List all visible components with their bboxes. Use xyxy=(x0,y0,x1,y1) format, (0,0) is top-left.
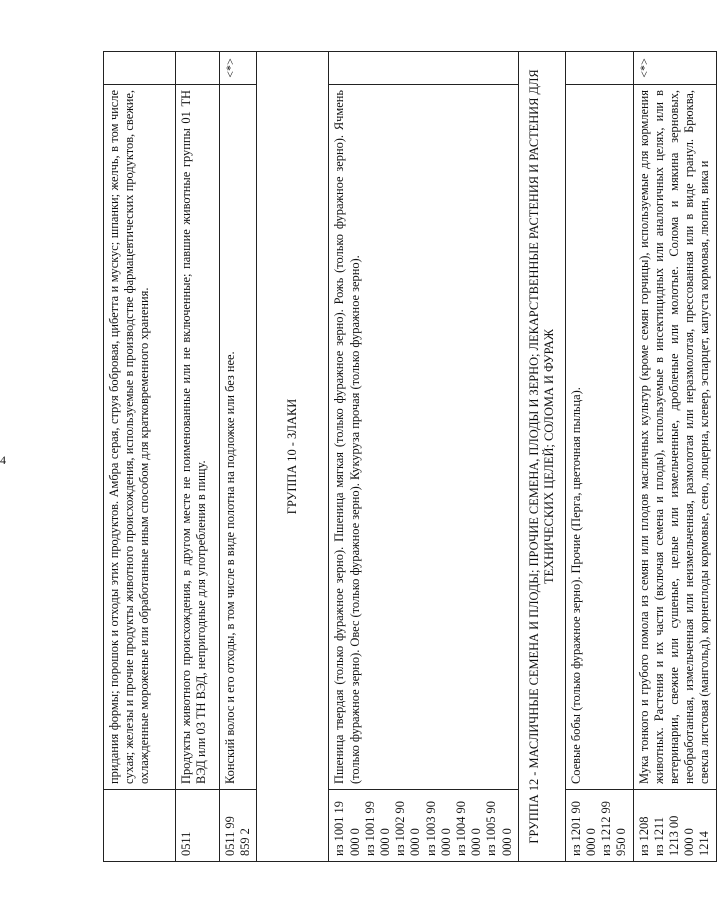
table-row xyxy=(329,52,518,862)
group-12-heading: ГРУППА 12 - МАСЛИЧНЫЕ СЕМЕНА И ПЛОДЫ; ПРОЧИЕ СЕМЕНА, ПЛОДЫ И ЗЕРНО; ЛЕКАРСТВЕННЫЕ РАСТЕНИЯ И РАСТЕНИЯ ДЛЯ ТЕХНИЧЕСКИХ ЦЕЛЕЙ; СОЛОМА И ФУРАЖ xyxy=(518,52,565,862)
rotated-page-content xyxy=(103,52,712,862)
description-cell: придания формы; порошок и отходы этих продуктов. Амбра серая, струя бобровая, цибетта и мускус; шпанки; желчь, в том числе сухая; железы и прочие продукты животного происхождения, используемые в производстве фармацевтических продуктов, свежие, охлажденные мороженые или обработанные иным способом для кратковременного хранения. xyxy=(104,85,176,790)
tnved-code-cell: из 1001 19 000 0 из 1001 99 000 0 из 1002 90 000 0 из 1003 90 000 0 из 1004 90 000 0 из 1005 90 000 0 xyxy=(329,790,518,862)
description-cell: Продукты животного происхождения, в другом месте не поименованные или не включенные; павшие животные группы 01 ТН ВЭД или 03 ТН ВЭД, непригодные для употребления в пищу. xyxy=(176,85,220,790)
group-heading-row xyxy=(518,52,565,862)
tnved-code-cell xyxy=(104,790,176,862)
note-cell: <*> xyxy=(220,52,257,85)
note-cell: <*> xyxy=(633,52,716,85)
description-cell: Пшеница твердая (только фуражное зерно). Пшеница мягкая (только фуражное зерно). Рожь (только фуражное зерно). Ячмень (только фуражное зерно). Овес (только фуражное зерно). Кукуруза прочая (только фуражное зерно). xyxy=(329,85,518,790)
table-row xyxy=(104,52,176,862)
table-row xyxy=(565,52,633,862)
tnved-code-cell: из 1201 90 000 0 из 1212 99 950 0 xyxy=(565,790,633,862)
table-row xyxy=(220,52,257,862)
group-heading-row xyxy=(257,52,329,862)
note-cell xyxy=(176,52,220,85)
goods-table xyxy=(103,51,717,862)
tnved-code-cell: 0511 99 859 2 xyxy=(220,790,257,862)
page-number: 4 xyxy=(0,453,6,467)
note-cell xyxy=(565,52,633,85)
note-cell xyxy=(104,52,176,85)
group-10-heading: ГРУППА 10 - ЗЛАКИ xyxy=(257,52,329,862)
table-row xyxy=(176,52,220,862)
tnved-code-cell: 0511 xyxy=(176,790,220,862)
description-cell: Мука тонкого и грубого помола из семян или плодов масличных культур (кроме семян горчицы), используемые для кормления животных. Растения и их части (включая семена и плоды), используемые в инсектицидных или аналогичных целях, или в ветеринарии, свежие или сушеные, целые или измельченные, дробленые или молотые. Солома и мякина зерновых, необработанная, измельченная или неизмельченная, размолотая или неразмолотая, прессованная или в виде гранул. Брюква, свекла листовая (мангольд), корнеплоды кормовые, сено, люцерна, клевер, эспарцет, капуста кормовая, люпин, вика и xyxy=(633,85,716,790)
description-cell: Конский волос и его отходы, в том числе в виде полотна на подложке или без нее. xyxy=(220,85,257,790)
table-row xyxy=(633,52,716,862)
description-cell: Соевые бобы (только фуражное зерно). Прочие (Перга, цветочная пыльца). xyxy=(565,85,633,790)
tnved-code-cell: из 1208 из 1211 1213 00 000 0 1214 xyxy=(633,790,716,862)
note-cell xyxy=(329,52,518,85)
